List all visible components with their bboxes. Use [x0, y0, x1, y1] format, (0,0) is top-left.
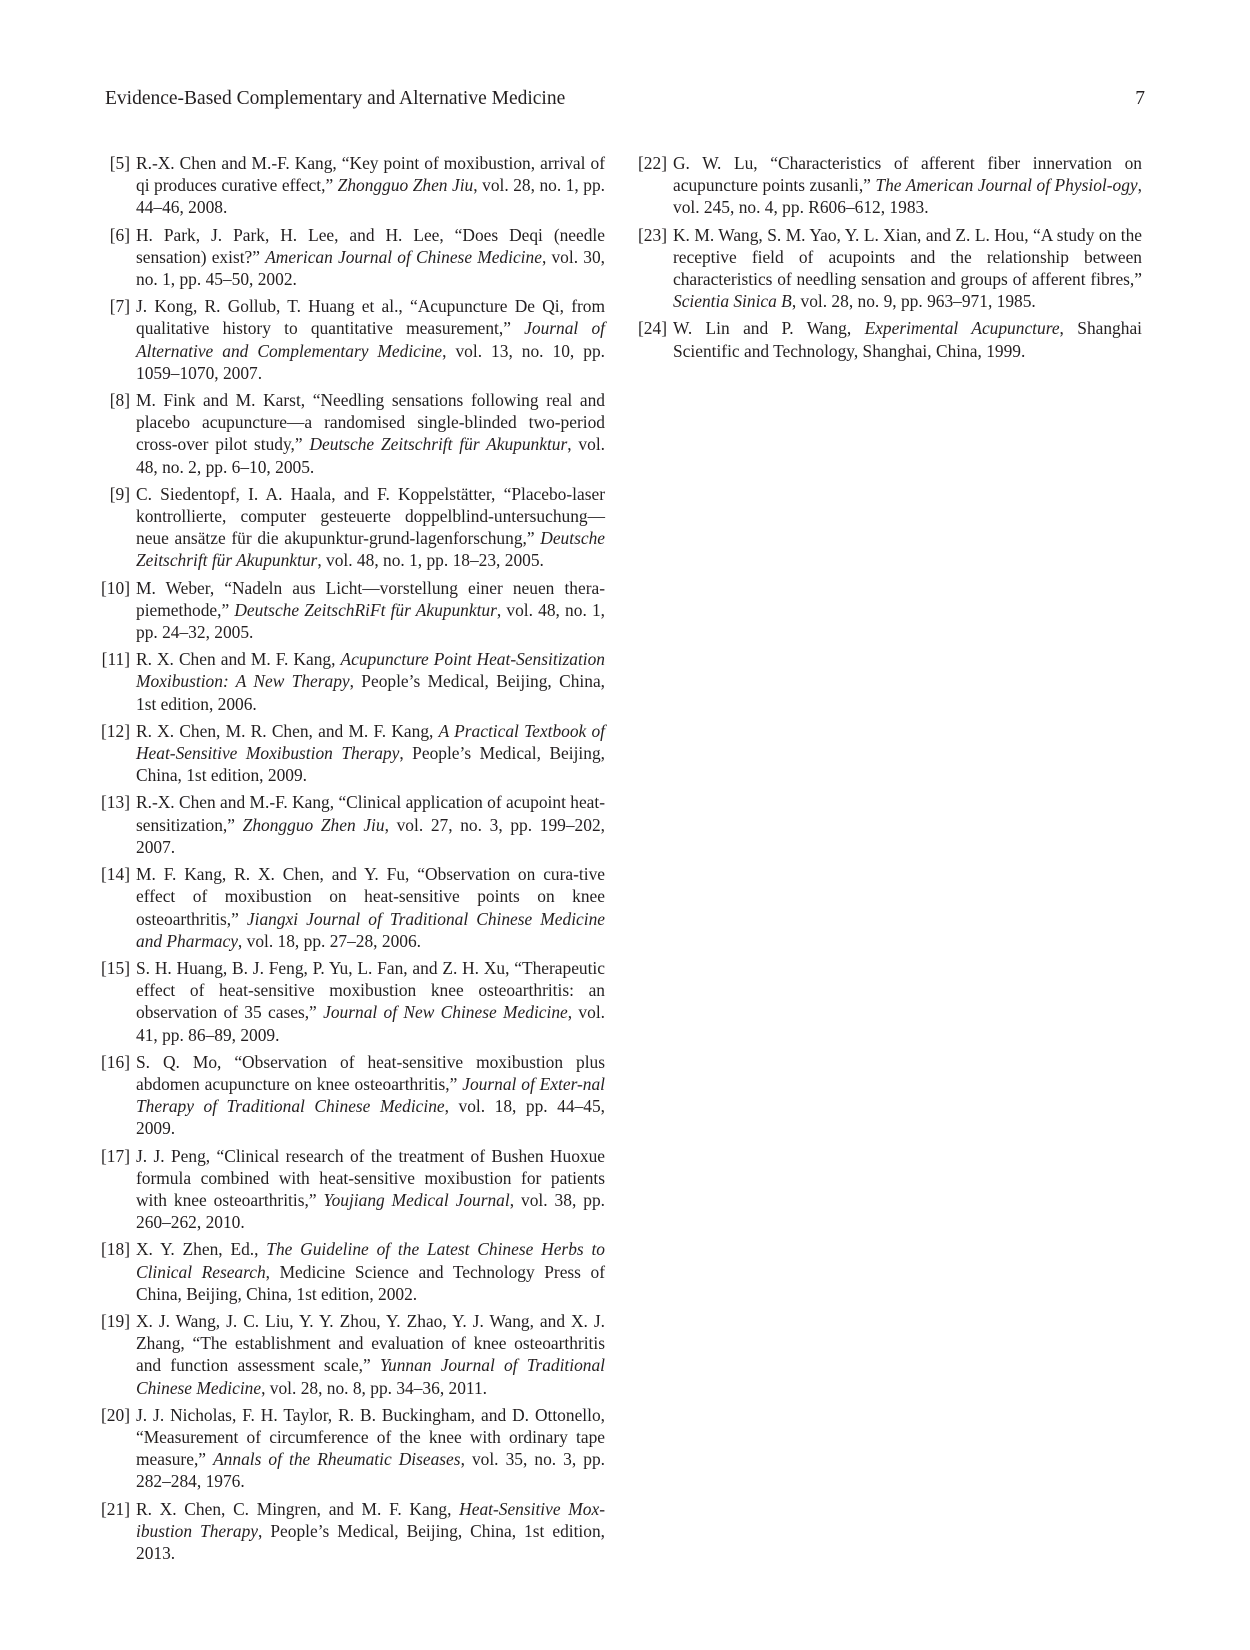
reference-text-segment: R. X. Chen, C. Mingren, and M. F. Kang, — [136, 1498, 460, 1519]
reference-text-segment: , vol. 48, no. 1, pp. 24–32, 2005. — [136, 599, 606, 643]
reference-text — [136, 1051, 605, 1140]
reference-source-title: Zhongguo Zhen Jiu — [337, 175, 474, 196]
reference-text — [136, 957, 605, 1046]
reference-number: [22] — [638, 153, 667, 173]
reference-number: [10] — [101, 577, 130, 598]
reference-source-title: The Guideline of the Latest Chinese Herbs to Clinical Research — [136, 1239, 605, 1282]
reference-text-segment: J. Kong, R. Gollub, T. Huang et al., “Acupuncture De Qi, from qualitative history to quantitative measurement,” — [136, 296, 605, 339]
reference-text — [136, 1238, 605, 1305]
reference-number: [12] — [101, 720, 130, 741]
journal-title: Evidence-Based Complementary and Alternative Medicine — [105, 88, 566, 109]
reference-source-title: Deutsche Zeitschrift für Akupunktur — [136, 528, 605, 571]
reference-number: [20] — [101, 1404, 130, 1425]
reference-text — [136, 791, 605, 858]
reference-source-title: The American Journal of Physiol-ogy — [875, 175, 1138, 196]
reference-number: [8] — [109, 390, 130, 411]
reference-entry — [100, 1310, 605, 1399]
reference-source-title: Experimental Acupuncture — [864, 318, 1060, 339]
reference-text-segment: , vol. 41, pp. 86–89, 2009. — [136, 1002, 606, 1045]
reference-text — [136, 863, 605, 952]
reference-entry — [632, 152, 1142, 219]
reference-source-title: Acupuncture Point Heat-Sensitization Moxibustion: A New Therapy — [136, 649, 605, 692]
reference-text-segment: J. J. Peng, “Clinical research of the treatment of Bushen Huoxue formula combined with heat-sensitive moxibustion for patients with knee osteoarthritis,” — [136, 1145, 605, 1210]
reference-number: [21] — [101, 1498, 130, 1519]
reference-text — [136, 295, 605, 384]
reference-number: [7] — [109, 296, 130, 317]
reference-source-title: A Practical Textbook of Heat-Sensitive Moxibustion Therapy — [136, 720, 606, 764]
reference-source-title: American Journal of Chinese Medicine — [265, 246, 542, 267]
reference-text-segment: M. F. Kang, R. X. Chen, and Y. Fu, “Observation on cura-tive effect of moxibustion on heat-sensitive points on knee osteoarthritis,” — [136, 864, 605, 929]
reference-text — [673, 224, 1142, 313]
reference-text-segment: , Shanghai Scientific and Technology, Shanghai, China, 1999. — [673, 318, 1142, 361]
reference-text-segment: R.-X. Chen and M.-F. Kang, “Key point of moxibustion, arrival of qi produces curative effect,” — [136, 153, 605, 196]
reference-entry — [100, 863, 605, 952]
reference-number: [14] — [101, 864, 130, 885]
reference-text — [136, 577, 605, 644]
reference-text-segment: , vol. 38, pp. 260–262, 2010. — [136, 1189, 605, 1233]
reference-source-title: Jiangxi Journal of Traditional Chinese Medicine and Pharmacy — [136, 908, 605, 951]
reference-source-title: Journal of Alternative and Complementary Medicine — [136, 318, 605, 361]
reference-source-title: Yunnan Journal of Traditional Chinese Medicine — [136, 1355, 605, 1398]
references-right-column — [632, 152, 1142, 367]
reference-entry — [100, 577, 605, 644]
reference-text-segment: , vol. 48, no. 2, pp. 6–10, 2005. — [136, 434, 605, 477]
reference-text-segment: , vol. 18, pp. 27–28, 2006. — [237, 930, 422, 951]
reference-number: [9] — [109, 483, 130, 504]
reference-text-segment: , vol. 35, no. 3, pp. 282–284, 1976. — [136, 1449, 605, 1492]
reference-entry — [100, 957, 605, 1046]
reference-text-segment: , People’s Medical, Beijing, China, 1st edition, 2006. — [136, 671, 606, 714]
reference-number: [18] — [101, 1239, 130, 1260]
reference-entry — [100, 1498, 605, 1565]
reference-text-segment: R.-X. Chen and M.-F. Kang, “Clinical application of acupoint heat-sensitization,” — [136, 792, 606, 835]
reference-text — [136, 1498, 605, 1565]
reference-entry — [632, 317, 1142, 361]
reference-text — [136, 389, 605, 478]
reference-text — [673, 152, 1142, 219]
reference-entry — [100, 224, 605, 291]
reference-number: [13] — [101, 792, 130, 813]
reference-number: [23] — [638, 224, 667, 245]
reference-entry — [100, 389, 605, 478]
reference-source-title: Heat-Sensitive Mox-ibustion Therapy — [136, 1498, 605, 1541]
reference-text — [136, 1145, 605, 1234]
reference-source-title: Annals of the Rheumatic Diseases — [213, 1449, 461, 1470]
reference-source-title: Youjiang Medical Journal — [323, 1189, 510, 1210]
reference-entry — [100, 295, 605, 384]
reference-source-title: Journal of New Chinese Medicine — [323, 1002, 568, 1023]
reference-number: [11] — [101, 649, 130, 670]
reference-text-segment: X. Y. Zhen, Ed., — [136, 1239, 267, 1260]
reference-entry — [100, 1051, 605, 1140]
reference-text-segment: S. H. Huang, B. J. Feng, P. Yu, L. Fan, and Z. H. Xu, “Therapeutic effect of heat-sensitive moxibustion knee osteoarthritis: an observation of 35 cases,” — [136, 957, 605, 1023]
reference-text — [136, 152, 605, 219]
reference-text-segment: M. Fink and M. Karst, “Needling sensations following real and placebo acupuncture—a randomised single-blinded two-period cross-over pilot study,” — [136, 390, 605, 455]
reference-text — [136, 720, 605, 787]
reference-number: [24] — [638, 318, 667, 339]
reference-source-title: Zhongguo Zhen Jiu — [242, 814, 385, 835]
reference-text-segment: , Medicine Science and Technology Press of China, Beijing, China, 1st edition, 2002. — [136, 1261, 606, 1304]
reference-text-segment: , People’s Medical, Beijing, China, 1st edition, 2009. — [136, 743, 605, 786]
reference-text-segment: C. Siedentopf, I. A. Haala, and F. Koppelstätter, “Placebo-laser kontrollierte, computer gesteuerte doppelblind-untersuchung—neue ansätze für die akupunktur-grund-lagenforschung,” — [136, 483, 605, 549]
reference-text-segment: R. X. Chen and M. F. Kang, — [136, 649, 341, 670]
references-left-column — [100, 152, 605, 1569]
reference-entry — [100, 791, 605, 858]
reference-text — [136, 1404, 605, 1493]
reference-text-segment: , vol. 13, no. 10, pp. 1059–1070, 2007. — [136, 340, 606, 383]
reference-number: [6] — [109, 224, 130, 245]
reference-text-segment: G. W. Lu, “Characteristics of afferent fiber innervation on acupuncture points zusanli,” — [673, 153, 1142, 196]
reference-text — [136, 483, 605, 572]
reference-entry — [100, 483, 605, 572]
reference-text-segment: , vol. 18, pp. 44–45, 2009. — [136, 1096, 605, 1139]
reference-text-segment: J. J. Nicholas, F. H. Taylor, R. B. Buckingham, and D. Ottonello, “Measurement of circumference of the knee with ordinary tape measure,” — [136, 1404, 605, 1470]
reference-entry — [100, 720, 605, 787]
reference-text-segment: , vol. 245, no. 4, pp. R606–612, 1983. — [673, 175, 1142, 218]
reference-text-segment: W. Lin and P. Wang, — [673, 318, 865, 339]
reference-source-title: Deutsche ZeitschRiFt für Akupunktur — [234, 599, 497, 620]
reference-text — [136, 648, 605, 715]
reference-text-segment: X. J. Wang, J. C. Liu, Y. Y. Zhou, Y. Zhao, Y. J. Wang, and X. J. Zhang, “The establishment and evaluation of knee osteoarthritis and function assessment scale,” — [136, 1310, 605, 1376]
reference-source-title: Deutsche Zeitschrift für Akupunktur — [309, 434, 568, 455]
reference-text-segment: M. Weber, “Nadeln aus Licht—vorstellung einer neuen thera-piemethode,” — [136, 577, 605, 620]
reference-source-title: Scientia Sinica B — [673, 291, 792, 312]
reference-number: [15] — [101, 957, 130, 978]
reference-text-segment: , vol. 30, no. 1, pp. 45–50, 2002. — [136, 246, 605, 290]
reference-text-segment: H. Park, J. Park, H. Lee, and H. Lee, “Does Deqi (needle sensation) exist?” — [136, 224, 605, 267]
reference-number: [17] — [101, 1145, 130, 1166]
reference-entry — [100, 1404, 605, 1493]
reference-text — [673, 317, 1142, 361]
reference-number: [5] — [109, 153, 130, 173]
reference-source-title: Journal of Exter-nal Therapy of Traditional Chinese Medicine — [136, 1073, 605, 1117]
running-header — [105, 88, 1145, 118]
reference-text-segment: R. X. Chen, M. R. Chen, and M. F. Kang, — [136, 720, 439, 741]
reference-text-segment: , vol. 28, no. 1, pp. 44–46, 2008. — [136, 175, 605, 218]
reference-entry — [632, 224, 1142, 313]
reference-text-segment: , People’s Medical, Beijing, China, 1st edition, 2013. — [136, 1520, 605, 1563]
reference-text-segment: S. Q. Mo, “Observation of heat-sensitive moxibustion plus abdomen acupuncture on knee osteoarthritis,” — [136, 1051, 605, 1094]
reference-text-segment: , vol. 28, no. 8, pp. 34–36, 2011. — [261, 1377, 487, 1398]
reference-entry — [100, 1145, 605, 1234]
reference-number: [16] — [101, 1051, 130, 1072]
reference-text-segment: , vol. 28, no. 9, pp. 963–971, 1985. — [791, 291, 1036, 312]
reference-entry — [100, 648, 605, 715]
page-number: 7 — [1135, 88, 1145, 109]
reference-entry — [100, 152, 605, 219]
reference-text-segment: , vol. 27, no. 3, pp. 199–202, 2007. — [136, 814, 605, 857]
reference-text-segment: , vol. 48, no. 1, pp. 18–23, 2005. — [317, 550, 544, 571]
reference-entry — [100, 1238, 605, 1305]
reference-number: [19] — [101, 1310, 130, 1331]
reference-text — [136, 1310, 605, 1399]
reference-text-segment: K. M. Wang, S. M. Yao, Y. L. Xian, and Z. L. Hou, “A study on the receptive field of acupoints and the relationship between characteristics of needling sensation and groups of afferent fibres,” — [673, 224, 1142, 290]
reference-text — [136, 224, 605, 291]
